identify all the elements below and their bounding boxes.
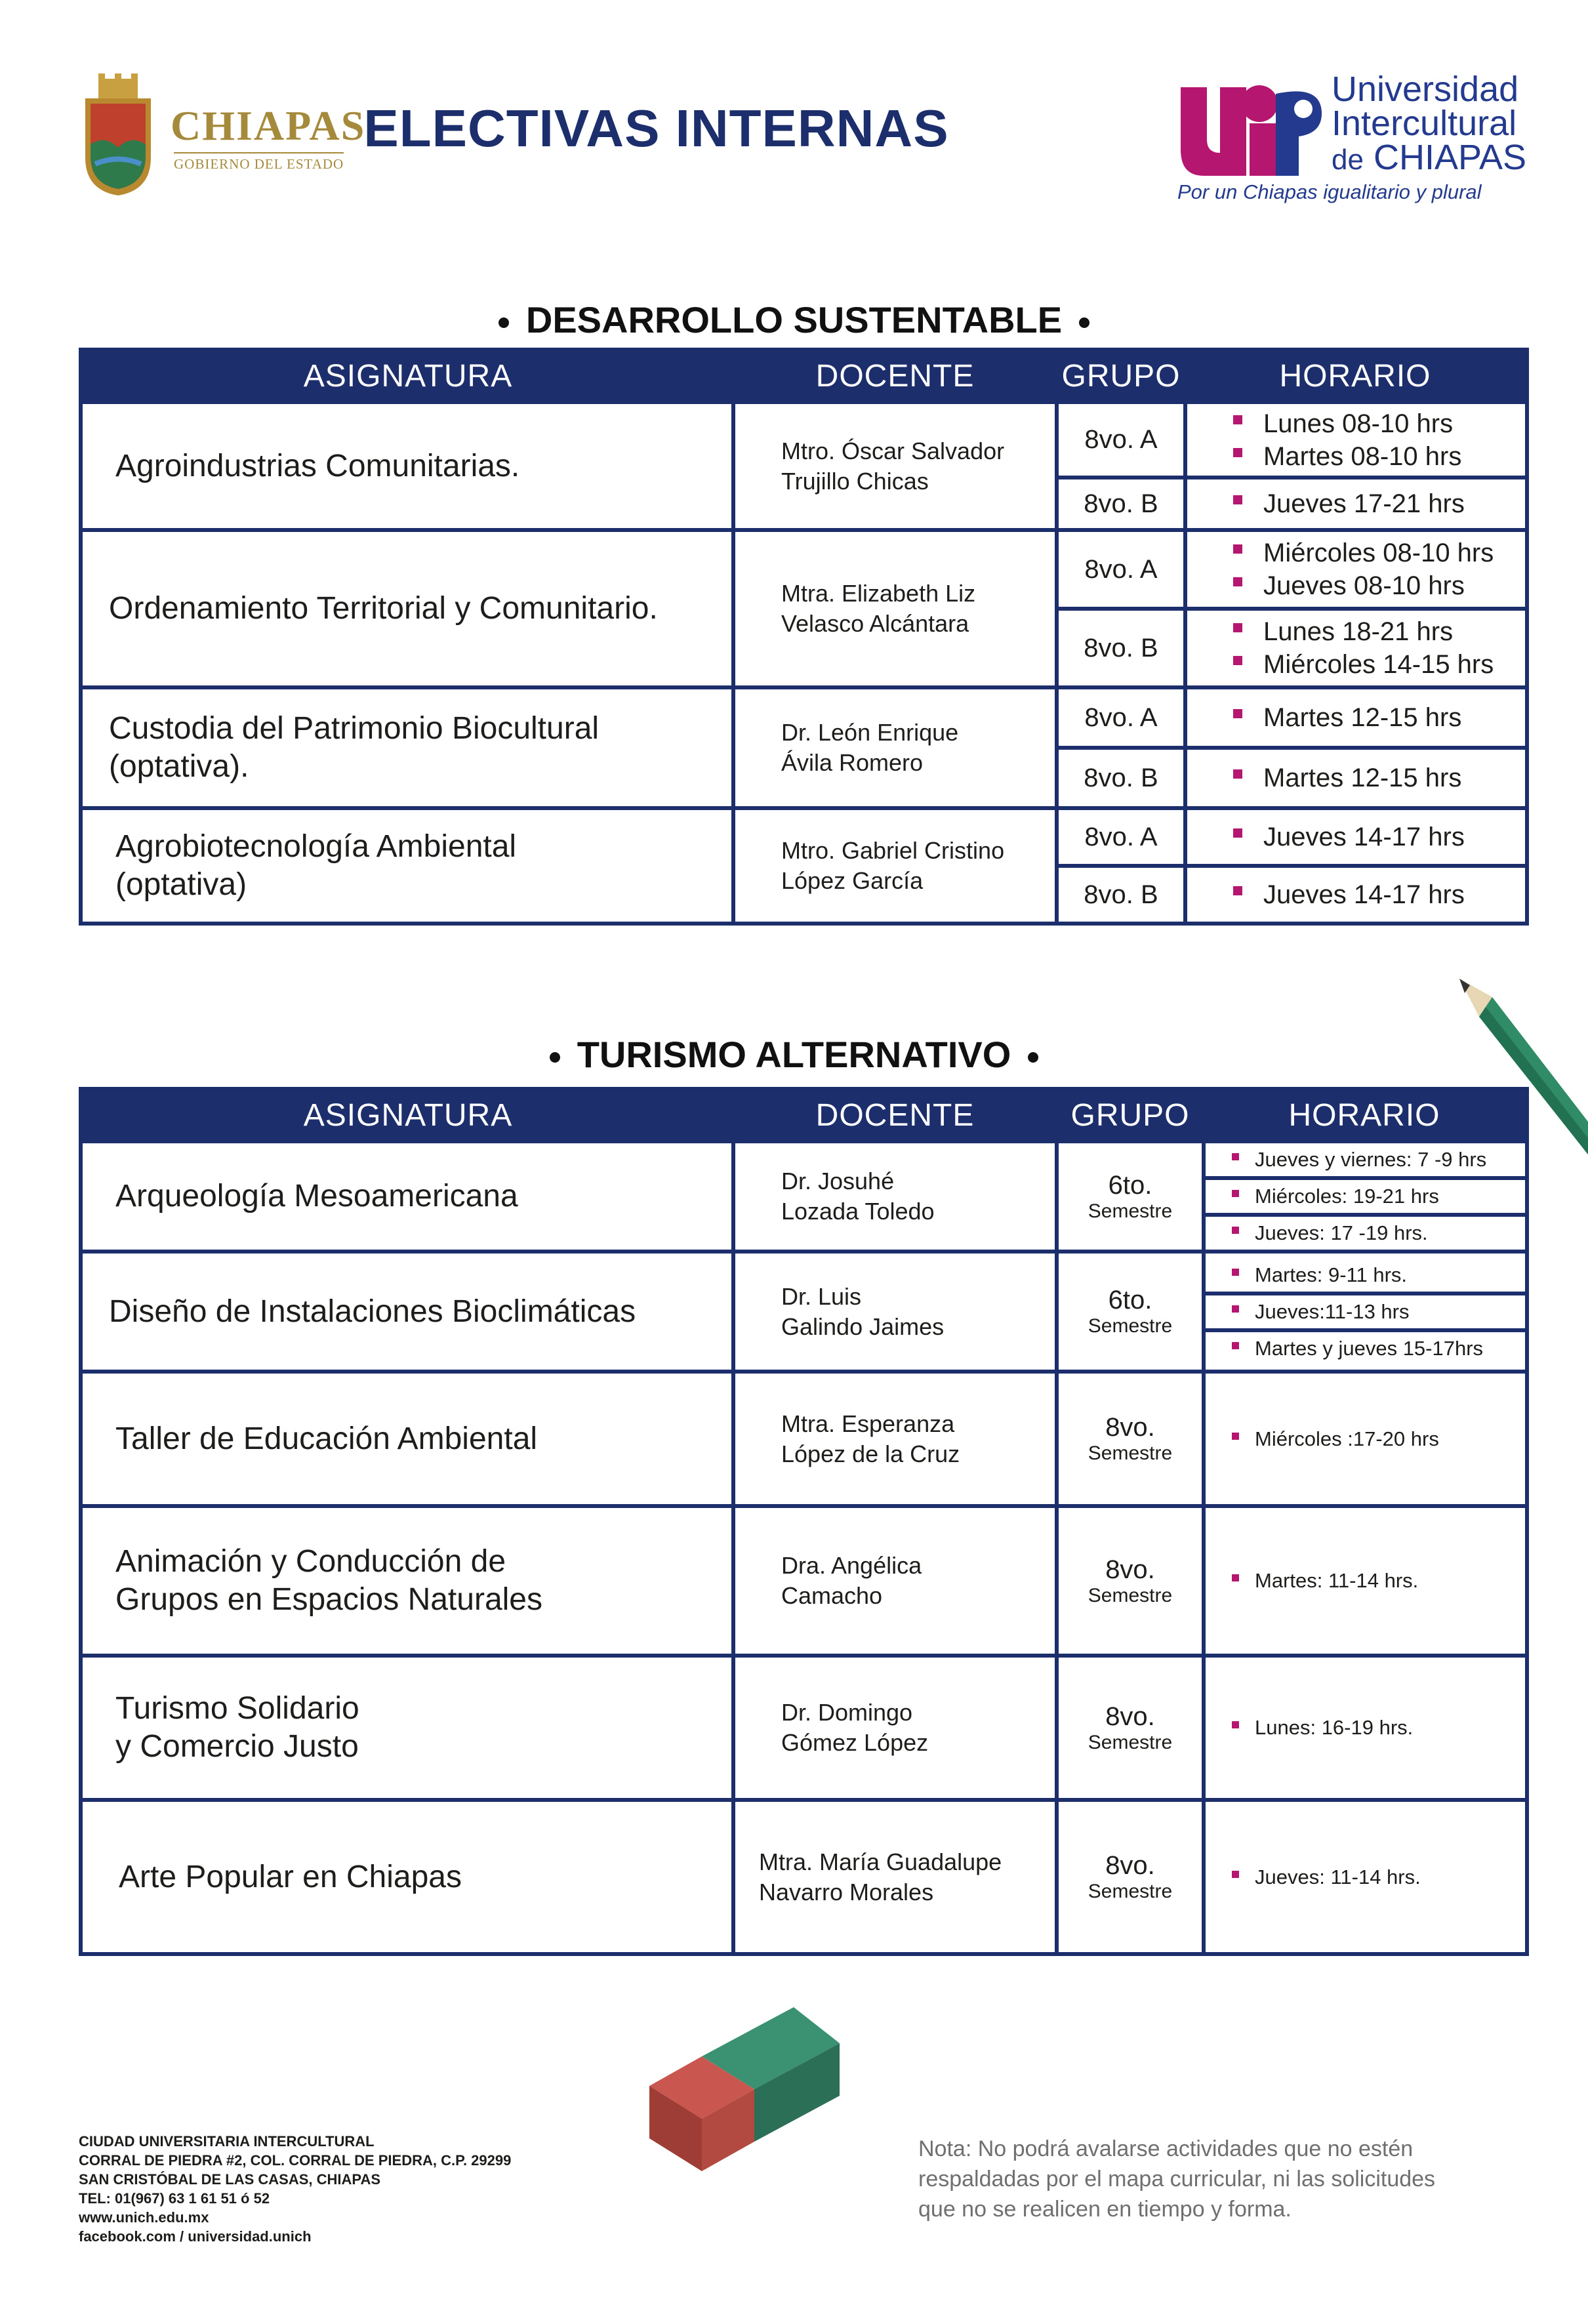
header-asignatura: ASIGNATURA	[81, 1089, 733, 1141]
table-header-row	[81, 350, 1527, 402]
group-cell: 8vo. A	[1057, 808, 1185, 866]
teacher-cell: Mtra. Elizabeth Liz Velasco Alcántara	[733, 530, 1057, 687]
unich-logo	[1177, 72, 1545, 203]
group-cell: 8vo. A	[1057, 402, 1185, 478]
teacher-cell: Mtro. Óscar Salvador Trujillo Chicas	[733, 402, 1057, 530]
teacher-cell: Dr. Josuhé Lozada Toledo	[733, 1141, 1057, 1252]
subject-cell: Ordenamiento Territorial y Comunitario.	[81, 530, 733, 687]
subject-cell: Agroindustrias Comunitarias.	[81, 402, 733, 530]
table-header-row	[81, 1089, 1527, 1141]
group-cell: 8vo. Semestre	[1057, 1372, 1204, 1506]
chiapas-logo-subtitle: GOBIERNO DEL ESTADO	[174, 152, 344, 173]
section-title-turismo: TURISMO ALTERNATIVO	[0, 1033, 1588, 1076]
table-row	[81, 1252, 1527, 1372]
subject-cell: Diseño de Instalaciones Bioclimáticas	[81, 1252, 733, 1372]
header-horario: HORARIO	[1204, 1089, 1527, 1141]
schedule-cell: Jueves 14-17 hrs	[1185, 808, 1527, 866]
header-grupo: GRUPO	[1057, 1089, 1204, 1141]
teacher-cell: Dr. Domingo Gómez López	[733, 1656, 1057, 1800]
schedule-cell: Lunes 18-21 hrs Miércoles 14-15 hrs	[1185, 609, 1527, 687]
teacher-cell: Mtra. Esperanza López de la Cruz	[733, 1372, 1057, 1506]
group-cell: 8vo. Semestre	[1057, 1506, 1204, 1656]
schedule-cell: Miércoles :17-20 hrs	[1204, 1372, 1527, 1506]
header-grupo: GRUPO	[1057, 350, 1185, 402]
subject-cell: Agrobiotecnología Ambiental (optativa)	[81, 808, 733, 924]
table-row	[81, 402, 1527, 478]
schedule-cell: Martes: 11-14 hrs.	[1204, 1506, 1527, 1656]
chiapas-logo-word: CHIAPAS	[171, 102, 366, 149]
table-row	[81, 687, 1527, 748]
group-cell: 8vo. A	[1057, 687, 1185, 748]
group-cell: 6to. Semestre	[1057, 1252, 1204, 1372]
page-title: ELECTIVAS INTERNAS	[363, 99, 949, 157]
group-cell: 8vo. Semestre	[1057, 1800, 1204, 1954]
table-row	[81, 1800, 1527, 1954]
schedule-cell: Jueves 14-17 hrs	[1185, 866, 1527, 924]
teacher-cell: Dr. Luis Galindo Jaimes	[733, 1252, 1057, 1372]
group-cell: 8vo. B	[1057, 866, 1185, 924]
schedule-cell: Jueves 17-21 hrs	[1185, 478, 1527, 530]
group-cell: 6to. Semestre	[1057, 1141, 1204, 1252]
header-horario: HORARIO	[1185, 350, 1527, 402]
unich-slogan: Por un Chiapas igualitario y plural	[1177, 180, 1482, 203]
eraser-icon	[636, 2007, 846, 2178]
subject-cell: Animación y Conducción de Grupos en Espacios Naturales	[81, 1506, 733, 1656]
schedule-cell: Martes: 9-11 hrs. Jueves:11-13 hrs Martes y jueves 15-17hrs	[1204, 1252, 1527, 1372]
footer-note: Nota: No podrá avalarse actividades que no estén respaldadas por el mapa curricular, ni las solicitudes que no se realicen en tiempo y forma.	[918, 2136, 1436, 2222]
teacher-cell: Dra. Angélica Camacho	[733, 1506, 1057, 1656]
teacher-cell: Dr. León Enrique Ávila Romero	[733, 687, 1057, 808]
group-cell: 8vo. A	[1057, 530, 1185, 609]
subject-cell: Custodia del Patrimonio Biocultural (optativa).	[81, 687, 733, 808]
schedule-cell: Jueves: 11-14 hrs.	[1204, 1800, 1527, 1954]
address-block: CIUDAD UNIVERSITARIA INTERCULTURAL CORRAL DE PIEDRA #2, COL. CORRAL DE PIEDRA, C.P. 29299 SAN CRISTÓBAL DE LAS CASAS, CHIAPAS TEL: 01(967) 63 1 61 51 ó 52 www.unich.edu.mx facebook.com / universidad.unich	[79, 2133, 512, 2245]
table-row	[81, 1141, 1527, 1252]
table-row	[81, 530, 1527, 609]
header-asignatura: ASIGNATURA	[81, 350, 733, 402]
header-docente: DOCENTE	[733, 1089, 1057, 1141]
table-row	[81, 1656, 1527, 1800]
teacher-cell: Mtra. María Guadalupe Navarro Morales	[733, 1800, 1057, 1954]
subject-cell: Arqueología Mesoamericana	[81, 1141, 733, 1252]
schedule-cell: Lunes 08-10 hrs Martes 08-10 hrs	[1185, 402, 1527, 478]
table-row	[81, 1506, 1527, 1656]
teacher-cell: Mtro. Gabriel Cristino López García	[733, 808, 1057, 924]
header-docente: DOCENTE	[733, 350, 1057, 402]
unich-name: Universidad Intercultural de CHIAPAS	[1332, 70, 1527, 177]
group-cell: 8vo. Semestre	[1057, 1656, 1204, 1800]
table-row	[81, 1372, 1527, 1506]
schedule-cell: Martes 12-15 hrs	[1185, 687, 1527, 748]
subject-cell: Arte Popular en Chiapas	[81, 1800, 733, 1954]
unich-mark-icon	[1177, 77, 1325, 182]
table-row	[81, 808, 1527, 866]
desarrollo-table	[79, 348, 1529, 926]
turismo-table	[79, 1087, 1529, 1956]
schedule-cell: Jueves y viernes: 7 -9 hrs Miércoles: 19-21 hrs Jueves: 17 -19 hrs.	[1204, 1141, 1527, 1252]
schedule-cell: Miércoles 08-10 hrs Jueves 08-10 hrs	[1185, 530, 1527, 609]
schedule-cell: Martes 12-15 hrs	[1185, 748, 1527, 808]
group-cell: 8vo. B	[1057, 478, 1185, 530]
section-title-desarrollo: DESARROLLO SUSTENTABLE	[0, 298, 1588, 341]
schedule-cell: Lunes: 16-19 hrs.	[1204, 1656, 1527, 1800]
group-cell: 8vo. B	[1057, 609, 1185, 687]
subject-cell: Taller de Educación Ambiental	[81, 1372, 733, 1506]
group-cell: 8vo. B	[1057, 748, 1185, 808]
subject-cell: Turismo Solidario y Comercio Justo	[81, 1656, 733, 1800]
